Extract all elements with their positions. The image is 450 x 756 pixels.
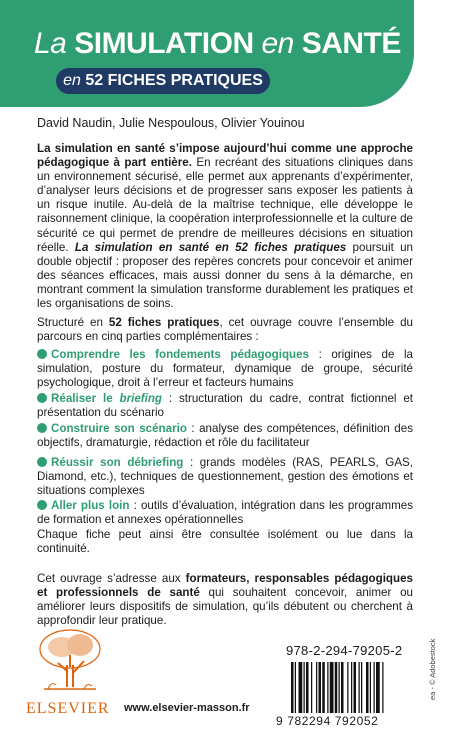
barcode-bar — [319, 662, 322, 713]
intro-paragraph — [37, 142, 413, 311]
title-part-la: La — [34, 27, 75, 60]
barcode-bar — [376, 662, 380, 713]
audience-paragraph — [37, 572, 413, 628]
closing-paragraph: Chaque fiche peut ainsi être consultée isolément ou lue dans la continuité. — [37, 528, 413, 556]
isbn: 978-2-294-79205-2 — [286, 643, 403, 658]
intro-lead: La simulation en santé s’impose aujourd’hui comme une approche pédagogique à part entière. — [37, 142, 413, 170]
barcode-bar — [370, 662, 371, 713]
part-title: Comprendre les fondements pédagogiques — [51, 348, 310, 361]
title-part-en: en — [253, 27, 302, 60]
bullet-icon — [37, 349, 47, 359]
barcode-bar — [341, 662, 344, 713]
bullet-icon — [37, 500, 47, 510]
title-part-sante: SANTÉ — [301, 27, 401, 60]
title-part-simulation: SIMULATION — [74, 27, 254, 60]
barcode-bar — [306, 662, 309, 713]
barcode-bar — [330, 662, 334, 713]
part-desc: : grands modèles (RAS, PEARLS, GAS, Diamond, etc.), techniques de questionnement, gestion des émotions et situations complexes — [37, 456, 414, 498]
barcode-bar — [382, 662, 383, 713]
part-title: Construire son scénario — [51, 422, 187, 435]
audience-before: Cet ouvrage s’adresse aux — [37, 572, 186, 585]
subtitle-pill — [56, 68, 270, 94]
intro-body-2: poursuit un double objectif : proposer des repères concrets pour concevoir et animer des séances efficaces, mais aussi donner du sens à la démarche, en montrant comment la simulation transforme durablement les pratiques et les organisations de soins. — [37, 240, 413, 311]
barcode-bar — [361, 662, 362, 713]
barcode-bar — [316, 662, 317, 713]
barcode-bar — [339, 662, 340, 713]
list-item — [37, 499, 413, 527]
list-item — [37, 422, 413, 450]
list-item — [37, 348, 413, 390]
structure-after: , cet ouvrage couvre l’ensemble du parcours en cinq parties complémentaires : — [37, 316, 414, 344]
part-title: Aller plus loin — [51, 499, 130, 512]
part-desc: : outils d’évaluation, intégration dans les programmes de formation et annexes opérationnelles — [37, 499, 413, 527]
audience-bold: formateurs, responsables pédagogiques et professionnels de santé — [37, 572, 413, 600]
audience-after: qui souhaitent concevoir, animer ou améliorer leurs dispositifs de simulation, qu’ils débutent ou cherchent à approfondir leur pratique. — [37, 586, 413, 628]
barcode-bar — [311, 662, 312, 713]
list-item — [37, 392, 413, 420]
intro-body-1: En recréant des situations cliniques dans un environnement sécurisé, elle permet aux apprenants d’expérimenter, d’analyser leurs décisions et de progresser sans exposer les patients à un risque inutile. Au-delà de la maîtrise technique, elle développe le raisonnement clinique, la coopération interprofessionnelle et la culture de sécurité ce qui permet de prendre de meilleures décisions en situation réelle. — [37, 156, 413, 254]
barcode-bar — [347, 662, 348, 713]
authors: David Naudin, Julie Nespoulous, Olivier Youinou — [37, 116, 305, 130]
structure-bold: 52 fiches pratiques — [108, 316, 220, 329]
subtitle-part-fiches: 52 FICHES PRATIQUES — [85, 72, 263, 89]
barcode-bar — [299, 662, 303, 713]
barcode-bar — [351, 662, 352, 713]
structure-paragraph — [37, 316, 413, 344]
photo-credit: ea - © Adobestock — [428, 638, 437, 700]
barcode-bar — [359, 662, 360, 713]
barcode — [291, 662, 411, 713]
part-desc: : analyse des compétences, définition des objectifs, dramaturgie, rédaction et rôle du facilitateur — [37, 422, 413, 450]
barcode-number: 9 782294 792052 — [276, 714, 379, 728]
barcode-bar — [374, 662, 375, 713]
part-desc: : structuration du cadre, contrat fictionnel et présentation du scénario — [37, 392, 413, 420]
intro-book-title: La simulation en santé en 52 fiches pratiques — [74, 240, 347, 254]
publisher-url[interactable]: www.elsevier-masson.fr — [124, 702, 250, 714]
bullet-icon — [37, 393, 47, 403]
barcode-bar — [291, 662, 294, 713]
barcode-bar — [354, 662, 357, 713]
bullet-icon — [37, 457, 47, 467]
publisher-name: ELSEVIER — [26, 700, 110, 717]
book-title — [34, 27, 414, 61]
barcode-bar — [335, 662, 338, 713]
barcode-bar — [327, 662, 328, 713]
elsevier-tree-logo — [34, 627, 106, 695]
part-title: Réussir son débriefing — [51, 456, 184, 469]
barcode-bar — [366, 662, 369, 713]
barcode-bar — [304, 662, 305, 713]
part-desc: : origines de la simulation, posture du formateur, dynamique de groupe, sécurité psychologique, droit à l’erreur et facteurs humains — [37, 348, 413, 390]
part-title-italic: briefing — [119, 392, 163, 405]
part-title: Réaliser le — [51, 392, 120, 405]
structure-before: Structuré en — [37, 316, 109, 329]
list-item — [37, 456, 413, 498]
subtitle-part-en: en — [63, 72, 86, 89]
barcode-bar — [322, 662, 325, 713]
bullet-icon — [37, 423, 47, 433]
barcode-bar — [295, 662, 296, 713]
